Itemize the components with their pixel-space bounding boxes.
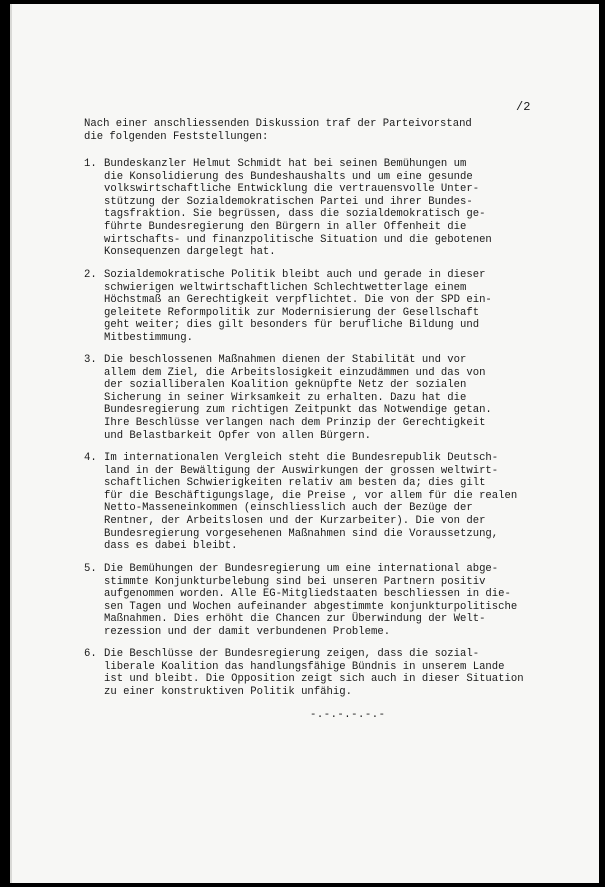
- item-number: 3.: [84, 354, 97, 366]
- item-number: 1.: [84, 158, 97, 170]
- item-number: 6.: [84, 648, 97, 660]
- page-edge: [10, 4, 12, 883]
- item-number: 5.: [84, 563, 97, 575]
- document-page: [10, 4, 599, 883]
- item-text: Die Beschlüsse der Bundesregierung zeigen, dass die sozial- liberale Koalition das handlungsfähige Bündnis in unserem Lande ist und bleibt. Die Opposition zeigt sich auch in dieser Situation zu einer konstruktiven Politik unfähig.: [104, 648, 524, 698]
- item-text: Die Bemühungen der Bundesregierung um eine international abge- stimmte Konjunkturbelebung sind bei unseren Partnern positiv aufgenommen worden. Alle EG-Mitgliedstaaten beschliessen in die- sen Tagen und Wochen aufeinander abgestimmte konjunkturpolitische Maßnahmen. Dies erhöht die Chancen zur Überwindung der Welt- rezession und der damit verbundenen Probleme.: [104, 563, 518, 638]
- item-text: Im internationalen Vergleich steht die Bundesrepublik Deutsch- land in der Bewältigung der Auswirkungen der grossen weltwirt- schaftlichen Schwierigkeiten relativ am besten da; dies gilt für die Beschäftigungslage, die Preise , vor allem für die realen Netto-Masseneinkommen (einschliesslich auch der Bezüge der Rentner, der Arbeitslosen und der Kurzarbeiter). Die von der Bundesregierung vorgesehenen Maßnahmen sind die Voraussetzung, dass es dabei bleibt.: [104, 452, 518, 553]
- page-number: /2: [516, 100, 531, 114]
- item-text: Sozialdemokratische Politik bleibt auch und gerade in dieser schwierigen weltwirtschaftlichen Schlechtwetterlage einem Höchstmaß an Gerechtigkeit verpflichtet. Die von der SPD ein- geleitete Reformpolitik zur Modernisierung der Gesellschaft geht weiter; dies gilt besonders für berufliche Bildung und Mitbestimmung.: [104, 269, 492, 344]
- item-text: Bundeskanzler Helmut Schmidt hat bei seinen Bemühungen um die Konsolidierung des Bundeshaushalts und um eine gesunde volkswirtschaftliche Entwicklung die vertrauensvolle Unter- stützung der Sozialdemokratischen Partei und ihrer Bundes- tagsfraktion. Sie begrüssen, dass die sozialdemokratisch ge- führte Bundesregierung den Bürgern in aller Offenheit die wirtschafts- und finanzpolitische Situation und die gebotenen Konsequenzen dargelegt hat.: [104, 158, 492, 259]
- item-text: Die beschlossenen Maßnahmen dienen der Stabilität und vor allem dem Ziel, die Arbeitslosigkeit einzudämmen und das von der sozialliberalen Koalition geknüpfte Netz der sozialen Sicherung in seiner Wirksamkeit zu erhalten. Dazu hat die Bundesregierung zum richtigen Zeitpunkt das Notwendige getan. Ihre Beschlüsse verlangen nach dem Prinzip der Gerechtigkeit und Belastbarkeit Opfer von allen Bürgern.: [104, 354, 492, 442]
- closing-separator: -.-.-.-.-.-: [310, 709, 386, 721]
- item-number: 2.: [84, 269, 97, 281]
- intro-paragraph: Nach einer anschliessenden Diskussion traf der Parteivorstand die folgenden Feststellungen:: [84, 118, 472, 143]
- item-number: 4.: [84, 452, 97, 464]
